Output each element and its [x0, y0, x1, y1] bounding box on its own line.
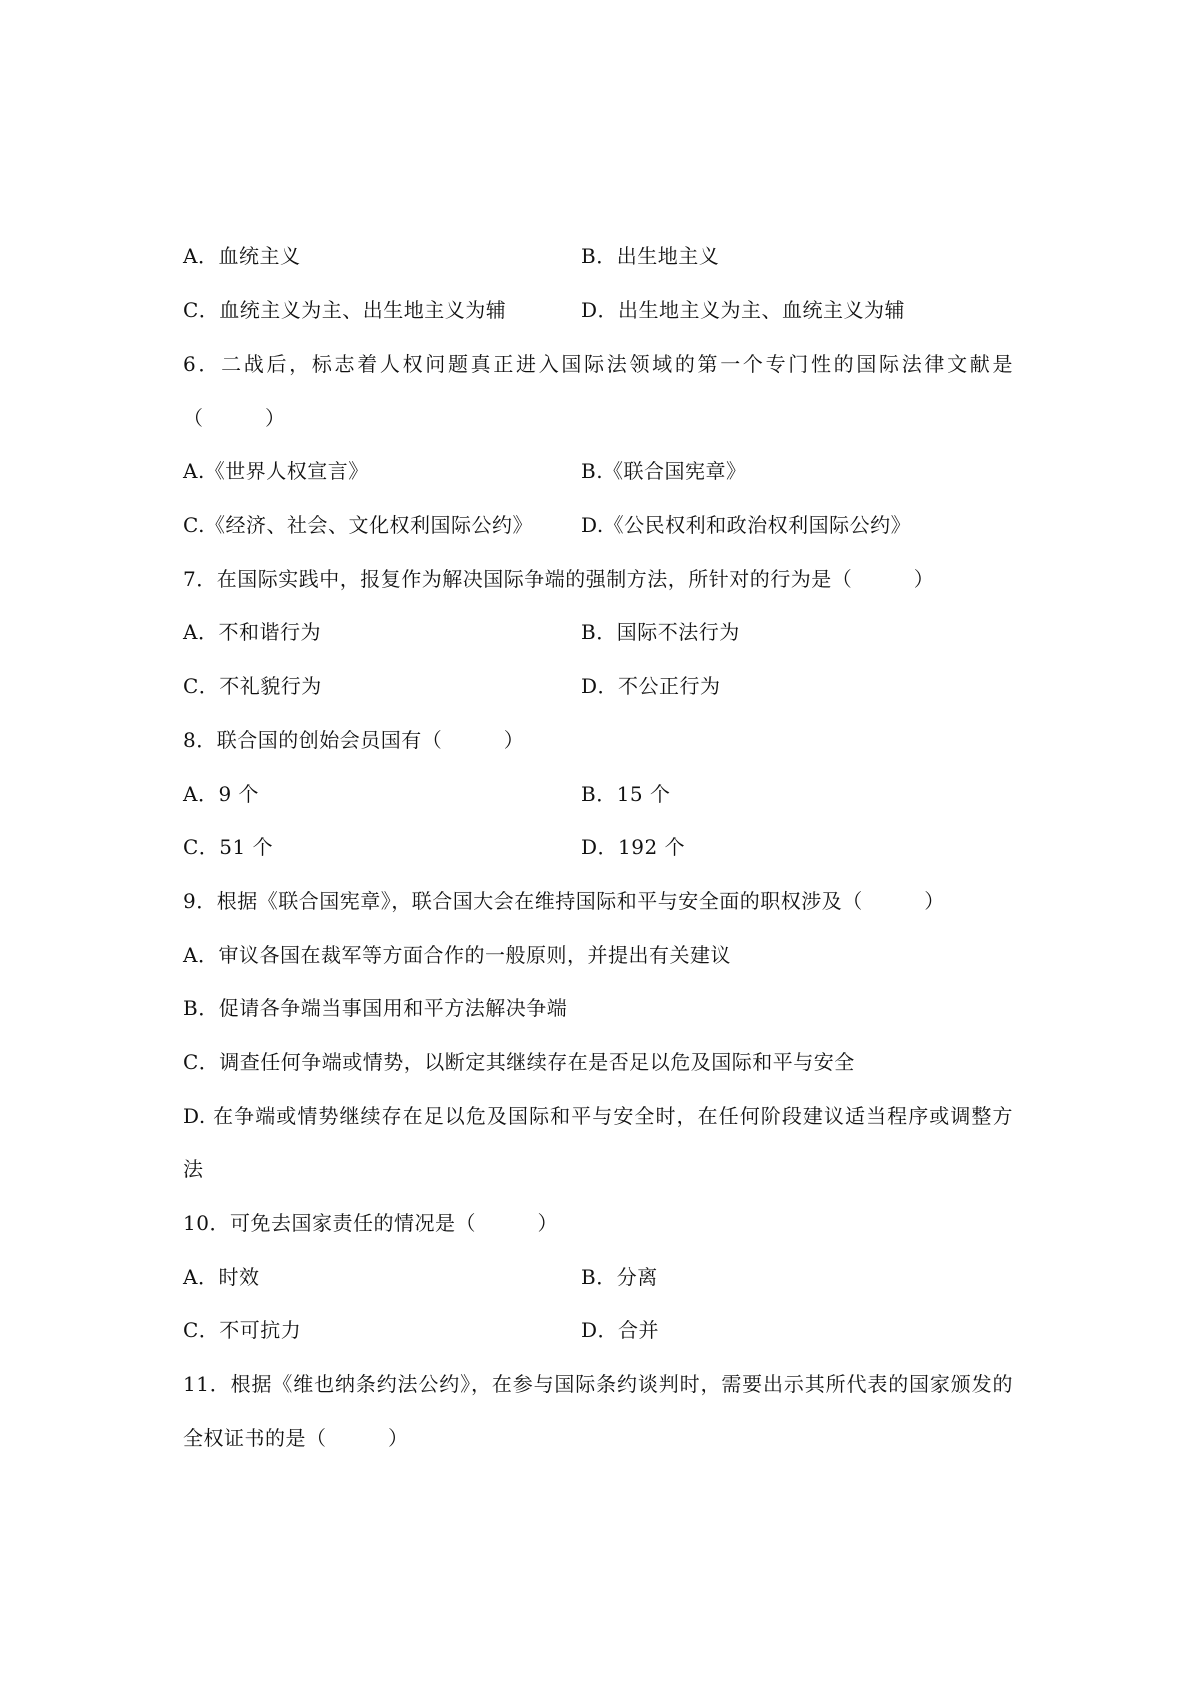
q6-option-b: B.《联合国宪章》: [581, 459, 747, 483]
q11-stem-line2: 全权证书的是（ ）: [183, 1426, 409, 1450]
q10-option-a: A．时效: [183, 1265, 260, 1289]
q9-option-b: B．促请各争端当事国用和平方法解决争端: [183, 996, 568, 1020]
q9-option-d-line2: 法: [183, 1157, 204, 1181]
q7-option-a: A．不和谐行为: [183, 620, 321, 644]
q11-stem-line1: 11．根据《维也纳条约法公约》，在参与国际条约谈判时，需要出示其所代表的国家颁发的: [183, 1372, 1013, 1396]
q8-option-a: A．9 个: [183, 782, 260, 806]
q6-option-d: D.《公民权利和政治权利国际公约》: [581, 513, 912, 537]
q8-option-c: C．51 个: [183, 835, 274, 859]
q10-option-b: B．分离: [581, 1265, 658, 1289]
q9-stem: 9．根据《联合国宪章》，联合国大会在维持国际和平与安全面的职权涉及（ ）: [183, 889, 945, 913]
q6-stem-line1: 6．二战后，标志着人权问题真正进入国际法领域的第一个专门性的国际法律文献是: [183, 352, 1013, 376]
q8-option-b: B．15 个: [581, 782, 671, 806]
q6-option-c: C.《经济、社会、文化权利国际公约》: [183, 513, 533, 537]
q8-stem: 8．联合国的创始会员国有（ ）: [183, 728, 525, 752]
q5-option-c: C．血统主义为主、出生地主义为辅: [183, 298, 507, 322]
q9-option-d-line1: D. 在争端或情势继续存在足以危及国际和平与安全时，在任何阶段建议适当程序或调整方: [183, 1104, 1013, 1128]
q10-option-c: C．不可抗力: [183, 1318, 302, 1342]
q10-stem: 10．可免去国家责任的情况是（ ）: [183, 1211, 558, 1235]
q5-option-b: B．出生地主义: [581, 244, 720, 268]
q6-stem-line2: （ ）: [183, 406, 286, 430]
q9-option-c: C．调查任何争端或情势，以断定其继续存在是否足以危及国际和平与安全: [183, 1050, 855, 1074]
q7-option-d: D．不公正行为: [581, 674, 721, 698]
q7-stem: 7．在国际实践中，报复作为解决国际争端的强制方法，所针对的行为是（ ）: [183, 567, 935, 591]
q7-option-c: C．不礼貌行为: [183, 674, 322, 698]
q5-option-d: D．出生地主义为主、血统主义为辅: [581, 298, 906, 322]
q9-option-a: A．审议各国在裁军等方面合作的一般原则，并提出有关建议: [183, 943, 731, 967]
q5-option-a: A．血统主义: [183, 244, 301, 268]
q8-option-d: D．192 个: [581, 835, 686, 859]
q7-option-b: B．国际不法行为: [581, 620, 740, 644]
q6-option-a: A.《世界人权宣言》: [183, 459, 369, 483]
q10-option-d: D．合并: [581, 1318, 660, 1342]
